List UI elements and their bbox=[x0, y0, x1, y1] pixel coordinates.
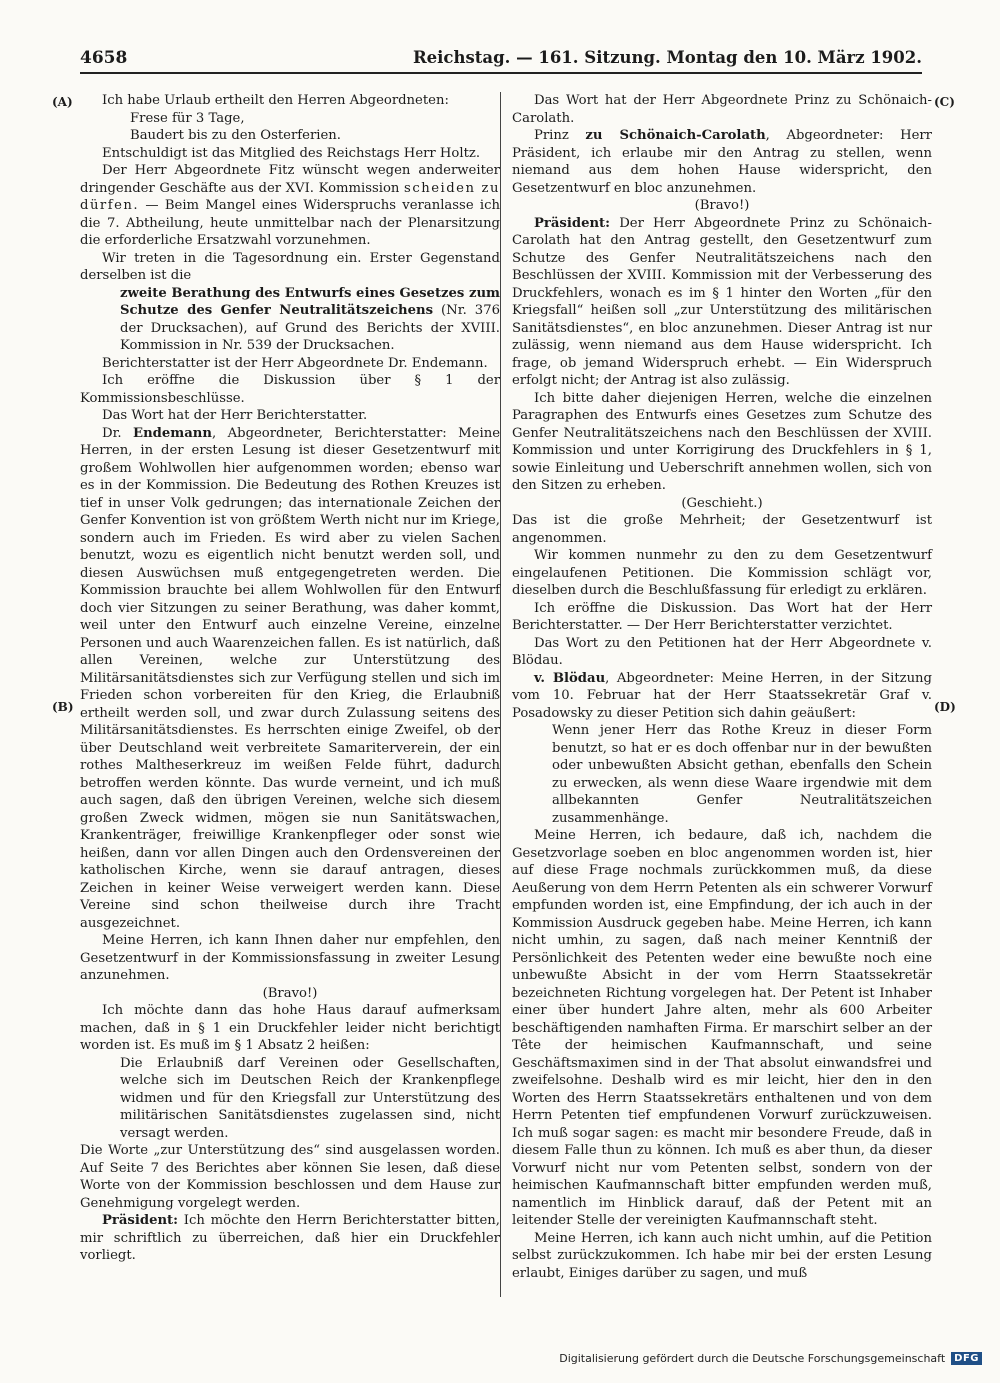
page-number: 4658 bbox=[80, 48, 128, 68]
paragraph: Frese für 3 Tage, bbox=[130, 110, 245, 126]
paragraph: Das Wort hat der Herr Berichterstatter. bbox=[102, 408, 368, 423]
digitization-credit bbox=[559, 1352, 982, 1365]
speech bbox=[512, 215, 932, 390]
quotation: Die Erlaubniß darf Vereinen oder Gesellschaften, welche sich im Deutschen Reich der Krankenpflege widmen und für den Kriegsfall zur Unterstützung des militärischen Sanitätsdienstes zugelassen sind, nicht versagt werden. bbox=[120, 1055, 500, 1141]
paragraph: Das Wort hat der Herr Abgeordnete Prinz zu Schönaich-Carolath. bbox=[512, 93, 932, 126]
text-run: Der Herr Abgeordnete Prinz zu Schönaich-Carolath hat den Antrag gestellt, den Gesetzentwurf zum Schutze des Genfer Neutralitätszeichens nach den Beschlüssen der XVIII. Kommission mit der Verbesserung des Druckfehlers, wonach es im § 1 hinter den Worten „für den Kriegsfall“ heißen soll „zur Unterstützung des militärischen Sanitätsdienstes“, en bloc anzunehmen. Dieser Antrag ist nur zulässig, wenn niemand aus dem Hause widerspricht. Ich frage, ob jemand Widerspruch erhebt. — Ein Widerspruch erfolgt nicht; der Antrag ist also zulässig. bbox=[512, 215, 932, 388]
paragraph: Entschuldigt ist das Mitglied des Reichstags Herr Holtz. bbox=[102, 145, 481, 161]
paragraph: Berichterstatter ist der Herr Abgeordnete Dr. Endemann. bbox=[102, 355, 488, 371]
paragraph: Meine Herren, ich bedaure, daß ich, nachdem die Gesetzvorlage soeben en bloc angenommen worden ist, hier auf diese Frage nochmals zurückkommen muß, da diese Aeußerung von dem Herrn Petenten als ein schwerer Vorwurf empfunden worden ist, eine Empfindung, der ich auch in der Kommission Ausdruck gegeben habe. Meine Herren, ich kann nicht umhin, zu sagen, daß nach meiner Kenntniß der Persönlichkeit des Petenten weder eine bewußte noch eine unbewußte Absicht in der vom Herrn Staatssekretär bezeichneten Richtung vorgelegen hat. Der Petent ist Inhaber einer über hundert Jahre alten, mehr als 600 Arbeiter beschäftigenden namhaften Firma. Er marschirt selber an der Tête der heimischen Kaufmannschaft, und seine Geschäftsmaximen sind in der That absolut einwandsfrei und zweifelsohne. Deshalb wird es mir leicht, hier den in den Worten des Herrn Staatssekretärs enthaltenen und von dem Herrn Petenten tief empfundenen Vorwurf zurückzuweisen. Ich muß sogar sagen: es macht mir besondere Freude, daß in diesem Falle thun zu können. Ich muß es aber thun, da dieser Vorwurf nicht nur vom Petenten selbst, sondern von der heimischen Kaufmannschaft bitter empfunden werden muß, namentlich im Hinblick darauf, daß der Petent mit an leitender Stelle der vereinigten Kaufmannschaft steht. bbox=[512, 828, 932, 1228]
text-run: , Abgeordneter: Meine Herren, in der Sitzung vom 10. Februar hat der Herr Staatssekretär Graf v. Posadowsky zu dieser Petition sich dahin geäußert: bbox=[512, 670, 932, 721]
text-run: Ich möchte den Herrn Berichterstatter bitten, mir schriftlich zu überreichen, daß hier ein Druckfehler vorliegt. bbox=[80, 1213, 500, 1263]
credit-text: Digitalisierung gefördert durch die Deutsche Forschungsgemeinschaft bbox=[559, 1352, 946, 1365]
speaker-name: zu Schönaich-Carolath bbox=[585, 128, 766, 143]
speaker-name: Präsident: bbox=[102, 1213, 179, 1228]
text-run: , Abgeordneter: Herr Präsident, ich erlaube mir den Antrag zu stellen, wenn niemand aus dem hohen Hause widerspricht, den Gesetzentwurf en bloc anzunehmen. bbox=[512, 128, 932, 196]
paragraph: Das ist die große Mehrheit; der Gesetzentwurf ist angenommen. bbox=[512, 513, 932, 546]
paragraph: Ich habe Urlaub ertheilt den Herren Abgeordneten: bbox=[102, 93, 449, 108]
quotation: Wenn jener Herr das Rothe Kreuz in dieser Form benutzt, so hat er es doch offenbar nur in der bewußten oder unbewußten Absicht gethan, ebenfalls den Schein zu erwecken, als wenn diese Waare irgendwie mit dem allbekannten Genfer Neutralitätszeichen zusammenhänge. bbox=[552, 723, 932, 826]
agenda-title: zweite Berathung des Entwurfs eines Gesetzes zum Schutze des Genfer Neutralitätszeichens bbox=[120, 285, 500, 318]
paragraph: Ich eröffne die Diskussion über § 1 der Kommissionsbeschlüsse. bbox=[80, 373, 500, 406]
text-run: (Nr. 376 der Drucksachen), auf Grund des Berichts der XVIII. Kommission in Nr. 539 der Drucksachen. bbox=[120, 303, 500, 353]
running-head: Reichstag. — 161. Sitzung. Montag den 10. März 1902. bbox=[412, 48, 922, 67]
text-run: , Abgeordneter, Berichterstatter: Meine Herren, in der ersten Lesung ist dieser Gesetzentwurf mit großem Wohlwollen hier aufgenommen worden; ebenso war es in der Kommission. Die Bedeutung des Rothen Kreuzes ist tief in unser Volk gedrungen; das internationale Zeichen der Genfer Konvention ist von größtem Werth nicht nur im Kriege, sondern auch im Frieden. Es wird aber zu vielen Sachen benutzt, wozu es eigentlich nicht benutzt werden soll, und diesen Auswüchsen muß entgegengetreten werden. Die Kommission brauchte bei allem Wohlwollen für den Entwurf doch vier Sitzungen zu seiner Berathung, was daher kommt, weil unter den Entwurf auch einzelne Vereine, einzelne Personen und auch Waarenzeichen fallen. Es ist natürlich, daß allen Vereinen, welche zur Unterstützung des Militärsanitätsdienstes sich zur Verfügung stellen und sich im Frieden schon vorbereiten für den Krieg, die Erlaubniß ertheilt werden soll, und zwar durch Zulassung seitens des Militärsanitätsdienstes. Es herrschten einige Zweifel, ob der über Deutschland weit verbreitete Samariterverein, der ein rothes Maltheserkreuz im weißen Felde führt, dadurch betroffen werden könnte. Das wurde verneint, und ich muß auch sagen, daß den übrigen Vereinen, welche sich diesem großen Zweck widmen, mögen sie nun Sanitätswachen, Krankenträger, freiwillige Krankenpfleger oder sonst wie heißen, dann vor allen Dingen auch den Ordensvereinen der katholischen Kirche, wenn sie darauf antragen, dieses Zeichen in keiner Weise verweigert werden kann. Diese Vereine sind schon theilweise durch ihre Tracht ausgezeichnet. bbox=[80, 425, 500, 931]
spaced-text: scheiden zu dürfen. bbox=[80, 180, 500, 213]
paragraph: Ich möchte dann das hohe Haus darauf aufmerksam machen, daß in § 1 ein Druckfehler leider nicht berichtigt worden ist. Es muß im § 1 Absatz 2 heißen: bbox=[80, 1003, 500, 1053]
text-run: Dr. bbox=[102, 425, 134, 441]
margin-marker-d: (D) bbox=[934, 700, 956, 714]
paragraph: Ich bitte daher diejenigen Herren, welche die einzelnen Paragraphen des Entwurfs eines Gesetzes zum Schutze des Genfer Neutralitätszeichens nach den Beschlüssen der XVIII. Kommission und unter Korrigirung des Druckfehlers in § 1, sowie Einleitung und Ueberschrift annehmen wollen, sich von den Sitzen zu erheben. bbox=[512, 390, 932, 493]
dfg-logo: DFG bbox=[951, 1352, 982, 1365]
speech bbox=[80, 425, 500, 933]
speaker-name: Endemann bbox=[133, 425, 212, 441]
column-divider bbox=[500, 92, 501, 1297]
margin-marker-b: (B) bbox=[52, 700, 74, 714]
paragraph bbox=[80, 162, 500, 250]
agenda-item bbox=[120, 285, 500, 355]
text-run: — Beim Mangel eines Widerspruchs veranlasse ich die 7. Abtheilung, heute unmittelbar nach der Plenarsitzung die erforderliche Ersatzwahl vorzunehmen. bbox=[80, 198, 500, 248]
speech bbox=[512, 670, 932, 723]
speech bbox=[80, 1212, 500, 1265]
right-column bbox=[512, 92, 932, 1282]
speech bbox=[512, 127, 932, 197]
margin-marker-a: (A) bbox=[52, 95, 73, 109]
page-header bbox=[80, 48, 922, 74]
paragraph: Die Worte „zur Unterstützung des“ sind ausgelassen worden. Auf Seite 7 des Berichtes aber können Sie lesen, daß diese Worte von der Kommission beschlossen und dem Hause zur Genehmigung vorgelegt werden. bbox=[80, 1143, 500, 1211]
paragraph: Wir treten in die Tagesordnung ein. Erster Gegenstand derselben ist die bbox=[80, 250, 500, 283]
paragraph: Wir kommen nunmehr zu den zu dem Gesetzentwurf eingelaufenen Petitionen. Die Kommission schlägt vor, dieselben durch die Beschlußfassung für erledigt zu erklären. bbox=[512, 548, 932, 598]
speaker-name: Präsident: bbox=[534, 215, 611, 231]
interjection: (Bravo!) bbox=[262, 985, 318, 1001]
interjection: (Bravo!) bbox=[694, 198, 750, 213]
speaker-name: v. Blödau bbox=[534, 670, 606, 686]
paragraph: Meine Herren, ich kann auch nicht umhin, auf die Petition selbst zurückzukommen. Ich habe mir bei der ersten Lesung erlaubt, Einiges darüber zu sagen, und muß bbox=[512, 1230, 932, 1281]
paragraph: Baudert bis zu den Osterferien. bbox=[130, 128, 341, 143]
interjection: (Geschieht.) bbox=[681, 495, 763, 511]
text-run: Prinz bbox=[534, 128, 586, 143]
paragraph: Meine Herren, ich kann Ihnen daher nur empfehlen, den Gesetzentwurf in der Kommissionsfassung in zweiter Lesung anzunehmen. bbox=[80, 933, 500, 983]
paragraph: Das Wort zu den Petitionen hat der Herr Abgeordnete v. Blödau. bbox=[512, 635, 932, 668]
text-run: Der Herr Abgeordnete Fitz wünscht wegen anderweiter dringender Geschäfte aus der XVI. Kommission bbox=[80, 163, 500, 196]
paragraph: Ich eröffne die Diskussion. Das Wort hat der Herr Berichterstatter. — Der Herr Berichterstatter verzichtet. bbox=[512, 600, 932, 633]
margin-marker-c: (C) bbox=[934, 95, 955, 109]
left-column bbox=[80, 92, 500, 1265]
